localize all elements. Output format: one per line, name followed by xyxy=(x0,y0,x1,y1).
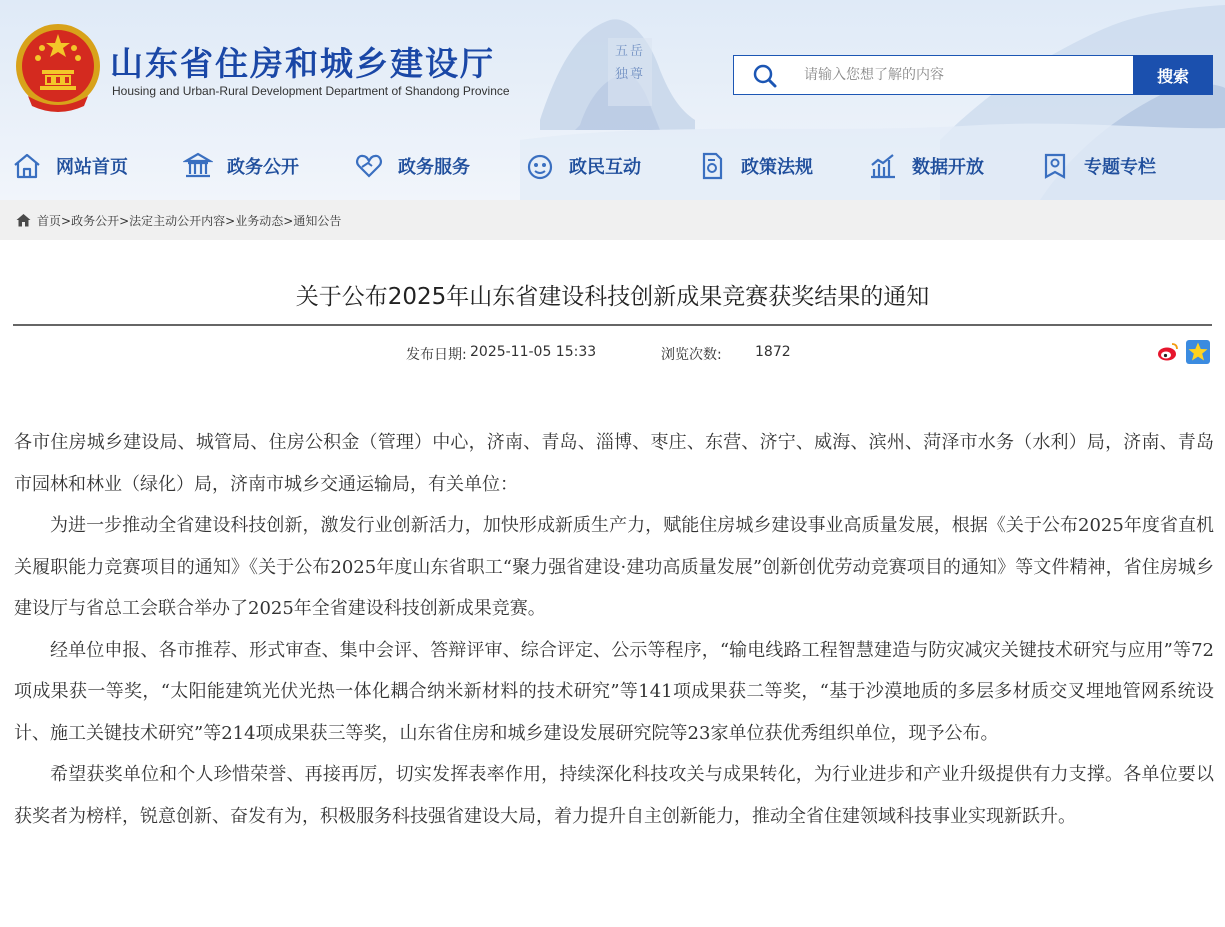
nav-label: 政务公开 xyxy=(227,157,299,178)
nav-item-gov-service[interactable] xyxy=(354,140,470,192)
article-paragraph: 为进一步推动全省建设科技创新，激发行业创新活力，加快形成新质生产力，赋能住房城乡建设事业高质量发展，根据《关于公布2025年度省直机关履职能力竞赛项目的通知》《关于公布2025年度山东省职工“聚力强省建设·建功高质量发展”创新创优劳动竞赛项目的通知》等文件精神，省住房城乡建设厅与省总工会联合举办了2025年全省建设科技创新成果竞赛。 xyxy=(14,515,1214,619)
building-icon xyxy=(183,151,213,181)
nav-item-gov-affairs[interactable] xyxy=(183,140,299,192)
publish-date-label: 发布日期: xyxy=(406,347,467,363)
svg-text:岳: 岳 xyxy=(630,44,644,59)
nav-label: 政策法规 xyxy=(741,157,813,178)
main-nav xyxy=(0,140,1225,192)
badge-icon xyxy=(1040,151,1070,181)
nav-label: 政民互动 xyxy=(569,157,641,178)
breadcrumb-gov-affairs[interactable]: 政务公开 xyxy=(71,214,120,228)
search-input[interactable] xyxy=(804,56,1132,94)
publish-date: 2025-11-05 15:33 xyxy=(470,344,597,360)
nav-item-interaction[interactable] xyxy=(525,140,641,192)
view-count-label: 浏览次数: xyxy=(661,347,722,363)
article-paragraph: 希望获奖单位和个人珍惜荣誉、再接再厉，切实发挥表率作用，持续深化科技攻关与成果转化，为行业进步和产业升级提供有力支撑。各单位要以获奖者为榜样，锐意创新、奋发有为，积极服务科技强省建设大局，着力提升自主创新能力，推动全省住建领域科技事业实现新跃升。 xyxy=(14,764,1214,827)
svg-text:尊: 尊 xyxy=(630,67,644,82)
nav-label: 专题专栏 xyxy=(1084,157,1156,178)
nav-label: 数据开放 xyxy=(912,157,984,178)
breadcrumb-statutory-disclosure[interactable]: 法定主动公开内容 xyxy=(129,214,226,228)
title-divider xyxy=(13,324,1212,326)
bar-chart-icon xyxy=(868,151,898,181)
nav-item-policy[interactable] xyxy=(697,140,813,192)
people-icon xyxy=(525,151,555,181)
search-box xyxy=(733,55,1213,95)
article-paragraph: 经单位申报、各市推荐、形式审查、集中会评、答辩评审、综合评定、公示等程序，“输电线路工程智慧建造与防灾减灾关键技术研究与应用”等72项成果获一等奖，“太阳能建筑光伏光热一体化耦合纳米新材料的技术研究”等141项成果获二等奖，“基于沙漠地质的多层多材质交叉埋地管网系统设计、施工关键技术研究”等214项成果获三等奖，山东省住房和城乡建设发展研究院等23家单位获优秀组织单位，现予公布。 xyxy=(14,639,1214,744)
nav-item-special-topics[interactable] xyxy=(1040,140,1156,192)
nav-label: 政务服务 xyxy=(398,157,470,178)
svg-text:五: 五 xyxy=(615,44,629,59)
svg-text:独: 独 xyxy=(615,67,629,82)
national-emblem-logo xyxy=(14,22,102,114)
breadcrumb-home[interactable]: 首页 xyxy=(37,214,62,228)
nav-item-open-data[interactable] xyxy=(868,140,984,192)
home-icon xyxy=(12,151,42,181)
breadcrumb: 首页>政务公开>法定主动公开内容>业务动态>通知公告 xyxy=(0,200,1225,240)
search-button[interactable]: 搜索 xyxy=(1133,55,1213,95)
breadcrumb-notices[interactable]: 通知公告 xyxy=(293,214,342,228)
article-body xyxy=(14,422,1214,837)
weibo-icon[interactable] xyxy=(1156,340,1180,364)
site-title: 山东省住房和城乡建设厅 xyxy=(110,44,495,83)
qzone-star-icon[interactable] xyxy=(1186,340,1210,364)
breadcrumb-business-news[interactable]: 业务动态 xyxy=(235,214,284,228)
article-paragraph: 各市住房城乡建设局、城管局、住房公积金（管理）中心，济南、青岛、淄博、枣庄、东营、济宁、威海、滨州、菏泽市水务（水利）局，济南、青岛市园林和林业（绿化）局，济南市城乡交通运输局，有关单位： xyxy=(14,432,1214,495)
view-count: 1872 xyxy=(755,344,791,360)
home-icon xyxy=(16,213,31,227)
nav-item-home[interactable] xyxy=(12,140,128,192)
site-subtitle: Housing and Urban-Rural Development Department of Shandong Province xyxy=(112,84,510,98)
article-title: 关于公布2025年山东省建设科技创新成果竞赛获奖结果的通知 xyxy=(295,284,930,310)
document-icon xyxy=(697,151,727,181)
heart-hand-icon xyxy=(354,151,384,181)
search-icon[interactable] xyxy=(752,63,778,89)
site-header xyxy=(0,0,1225,200)
nav-label: 网站首页 xyxy=(56,157,128,178)
